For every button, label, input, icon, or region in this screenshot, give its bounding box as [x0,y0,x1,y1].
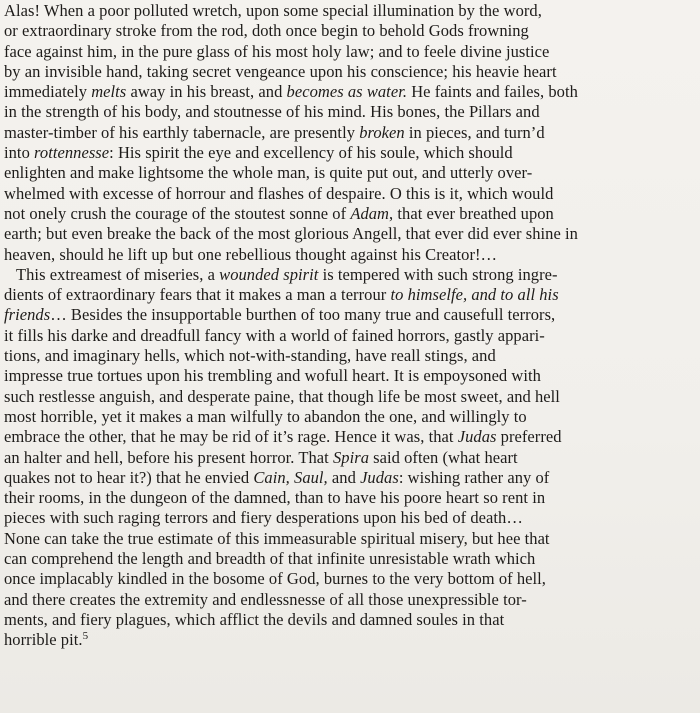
text-segment: such restlesse anguish, and desperate paine, that though life be most sweet, and hell [4,386,560,406]
italic-text: becomes as water. [286,82,408,102]
text-line [4,224,696,244]
text-line [4,407,696,427]
text-segment: can comprehend the length and breadth of that infinite unresistable wrath which [4,549,536,569]
text-segment: in pieces, and turn’d [404,122,545,142]
text-line [4,549,696,569]
text-line [4,184,696,204]
text-segment: or extraordinary stroke from the rod, doth once begin to behold Gods frowning [4,21,529,41]
text-segment: None can take the true estimate of this immeasurable spiritual misery, but hee that [4,528,550,548]
text-segment: most horrible, yet it makes a man wilfully to abandon the one, and willingly to [4,406,527,426]
text-segment: in the strength of his body, and stoutnesse of his mind. His bones, the Pillars and [4,102,540,122]
text-line [4,62,696,82]
text-line [4,285,696,305]
text-segment: He faints and failes, both [407,82,578,102]
italic-text: to himselfe, and to all his [390,285,559,305]
text-line [4,1,696,21]
italic-text: Spira [332,447,369,467]
text-segment: horrible pit. [4,630,83,650]
text-line [4,123,696,143]
text-segment: : wishing rather any of [398,467,550,487]
text-segment: This extreamest of miseries, a [16,264,220,284]
text-segment: and there creates the extremity and endlessnesse of all those unexpressible tor- [4,589,527,609]
text-line [4,366,696,386]
italic-text: Judas [457,427,497,447]
italic-text: Adam [350,203,390,223]
text-line [4,143,696,163]
text-segment: : His spirit the eye and excellency of his soule, which should [109,143,513,163]
text-segment: it fills his darke and dreadfull fancy with a world of fained horrors, gastly appari- [4,325,545,345]
text-line [4,346,696,366]
text-segment: pieces with such raging terrors and fiery desperations upon his bed of death… [4,508,523,528]
text-line [4,245,696,265]
italic-text: melts [91,82,127,102]
text-segment: tions, and imaginary hells, which not-with-standing, have reall stings, and [4,346,496,366]
text-line [4,468,696,488]
text-segment: their rooms, in the dungeon of the damned, than to have his poore heart so rent in [4,488,546,508]
text-segment: and [327,467,361,487]
text-segment: earth; but even breake the back of the most glorious Angell, that ever did ever shine in [4,224,578,244]
text-line [4,305,696,325]
text-segment: … Besides the insupportable burthen of too many true and causefull terrors, [50,305,556,325]
text-segment: ments, and fiery plagues, which afflict the devils and damned soules in that [4,609,505,629]
text-segment: , that ever breathed upon [389,203,554,223]
text-line [4,265,696,285]
text-segment: immediately [4,82,92,102]
text-segment: an halter and hell, before his present horror. That [4,447,333,467]
text-segment: into [4,143,35,163]
paragraph-1 [4,1,696,265]
italic-text: broken [359,122,405,142]
italic-text: rottennesse [34,143,110,163]
text-line [4,488,696,508]
text-line [4,163,696,183]
text-line [4,82,696,102]
text-line [4,326,696,346]
text-line [4,102,696,122]
text-segment: is tempered with such strong ingre- [318,264,558,284]
text-line [4,610,696,630]
paragraph-2 [4,265,696,651]
text-line [4,630,696,650]
text-segment: whelmed with excesse of horrour and flashes of despaire. O this is it, which would [4,183,554,203]
text-line [4,21,696,41]
italic-text: wounded spirit [219,264,319,284]
text-segment: embrace the other, that he may be rid of it’s rage. Hence it was, that [4,427,458,447]
text-segment: said often (what heart [369,447,518,467]
text-line [4,529,696,549]
text-segment: away in his breast, and [126,82,287,102]
text-segment: once implacably kindled in the bosome of God, burnes to the very bottom of hell, [4,569,546,589]
text-segment: Alas! When a poor polluted wretch, upon some special illumination by the word, [4,1,542,20]
text-segment: face against him, in the pure glass of his most holy law; and to feele divine justice [4,41,550,61]
text-line [4,387,696,407]
text-line [4,569,696,589]
text-segment: master-timber of his earthly tabernacle, are presently [4,122,360,142]
text-segment: not onely crush the courage of the stoutest sonne of [4,203,351,223]
text-segment: enlighten and make lightsome the whole man, is quite put out, and utterly over- [4,163,533,183]
text-segment: quakes not to hear it?) that he envied [4,467,254,487]
text-line [4,204,696,224]
footnote-marker: 5 [82,630,89,643]
text-line [4,448,696,468]
text-segment: preferred [496,427,562,447]
text-segment: heaven, should he lift up but one rebellious thought against his Creator!… [4,244,498,264]
italic-text: Judas [360,467,399,487]
text-segment: dients of extraordinary fears that it makes a man a terrour [4,285,391,305]
text-line [4,427,696,447]
italic-text: friends [4,305,51,325]
italic-text: Cain, Saul, [253,467,328,487]
text-line [4,42,696,62]
body-text [4,0,696,651]
text-segment: by an invisible hand, taking secret vengeance upon his conscience; his heavie heart [4,61,557,81]
text-line [4,590,696,610]
text-line [4,508,696,528]
text-segment: impresse true tortues upon his trembling and wofull heart. It is empoysoned with [4,366,541,386]
